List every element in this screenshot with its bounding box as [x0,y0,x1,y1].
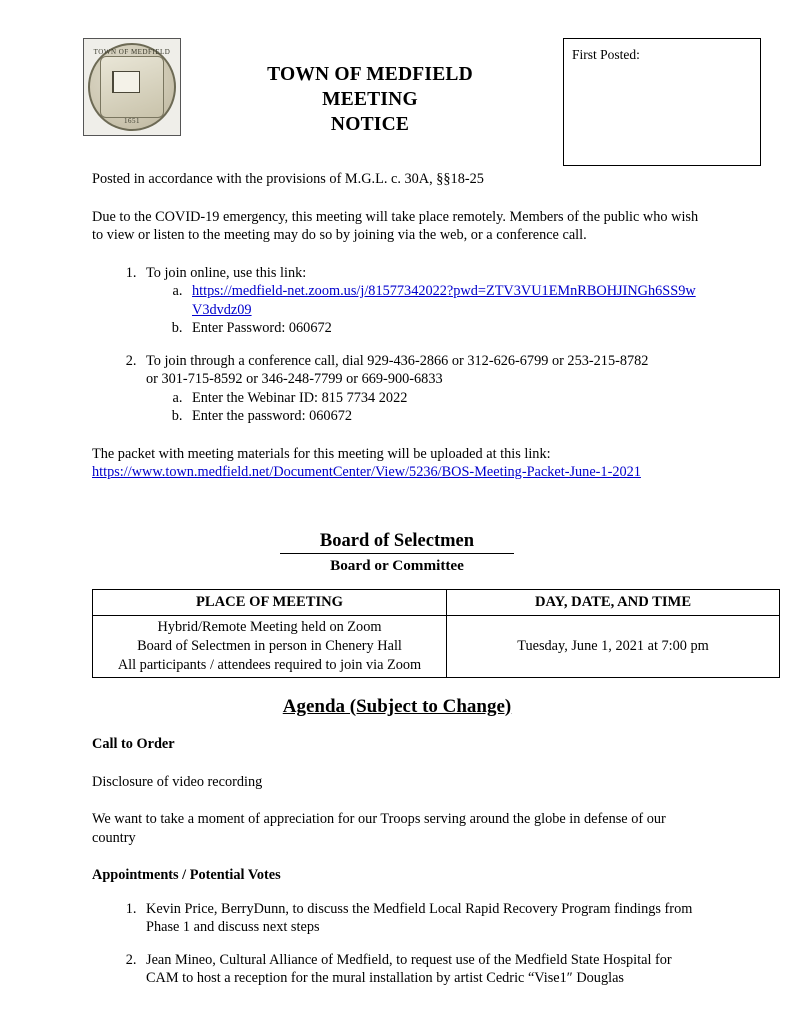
table-row [93,615,780,677]
place-line-2: Board of Selectmen in person in Chenery Hall [137,637,402,654]
table-header-row [93,590,780,616]
conference-call-line-2: or 301-715-8592 or 346-248-7799 or 669-900-6833 [146,371,443,387]
spacer [92,506,702,530]
table-cell-datetime: Tuesday, June 1, 2021 at 7:00 pm [447,615,780,677]
board-name: Board of Selectmen [280,530,514,554]
seal-book-icon [112,71,140,93]
list-item [186,407,702,426]
board-subtitle: Board or Committee [330,556,464,574]
spacer [92,245,702,264]
title-line-3: NOTICE [330,114,410,135]
spacer [92,885,702,900]
spacer [92,482,702,506]
appointments-heading: Appointments / Potential Votes [92,867,281,883]
document-body [92,170,709,1002]
table-header-datetime: DAY, DATE, AND TIME [447,590,780,616]
seal-bottom-text: 1651 [124,117,140,125]
covid-paragraph: Due to the COVID-19 emergency, this meeting will take place remotely. Members of the public who wish to view or listen to the meeting may do so by joining via the web, or a conference call. [92,208,699,243]
webinar-password-text: Enter the password: 060672 [192,408,353,424]
table-header-place: PLACE OF MEETING [93,590,447,616]
first-posted-box [563,38,761,166]
page-title [190,62,550,137]
webinar-id-text: Enter the Webinar ID: 815 7734 2022 [192,389,408,406]
list-item [186,319,702,338]
table-cell-place [93,615,447,677]
town-seal-icon [83,38,181,136]
document-header [0,0,791,150]
call-to-order-heading: Call to Order [92,736,175,752]
list-item: 1. Kevin Price, BerryDunn, to discuss the Medfield Local Rapid Recovery Program findings from Phase 1 and discuss next steps [140,900,702,937]
list-item: 2. Jean Mineo, Cultural Alliance of Medfield, to request use of the Medfield State Hospital for CAM to host a reception for the mural installation by artist Cedric “Vise1″ Douglas [140,951,702,988]
seal-top-text: TOWN OF MEDFIELD [93,48,171,56]
list-item [186,389,702,408]
conference-call-line-1: To join through a conference call, dial 929-436-2866 or 312-626-6799 or 253-215-8782 [146,352,649,369]
posted-statute-text: Posted in accordance with the provisions of M.G.L. c. 30A, §§18-25 [92,171,484,187]
list-item [140,352,702,426]
first-posted-label: First Posted: [572,47,640,62]
list-item [140,264,702,338]
title-line-2: MEETING [322,89,418,110]
spacer [92,189,702,208]
zoom-password-text: Enter Password: 060672 [192,320,332,336]
spacer [92,754,702,773]
disclosure-text: Disclosure of video recording [92,773,263,790]
join-online-label: To join online, use this link: [146,264,307,281]
join-online-sublist [146,282,702,338]
title-line-1: TOWN OF MEDFIELD [267,64,473,85]
place-line-3: All participants / attendees required to join via Zoom [117,656,422,673]
agenda-items-list [92,900,702,988]
zoom-meeting-link[interactable]: https://medfield-net.zoom.us/j/81577342022?pwd=ZTV3VU1EMnRBOHJINGh6SS9wV3dvdz09 [192,283,696,318]
spacer [92,426,702,445]
spacer [92,847,702,866]
list-item [186,282,702,319]
agenda-title: Agenda (Subject to Change) [282,695,512,717]
packet-link[interactable]: https://www.town.medfield.net/DocumentCenter/View/5236/BOS-Meeting-Packet-June-1-2021 [92,464,641,480]
packet-text: The packet with meeting materials for this meeting will be uploaded at this link: [92,445,551,462]
join-instructions-list [92,264,702,426]
place-line-1: Hybrid/Remote Meeting held on Zoom [157,618,382,635]
troops-appreciation-text: We want to take a moment of appreciation for our Troops serving around the globe in defense of our country [92,811,666,846]
meeting-details-table [92,589,780,678]
board-block [92,530,702,576]
conference-call-sublist [146,389,702,426]
spacer [92,791,702,810]
spacer [92,716,702,735]
